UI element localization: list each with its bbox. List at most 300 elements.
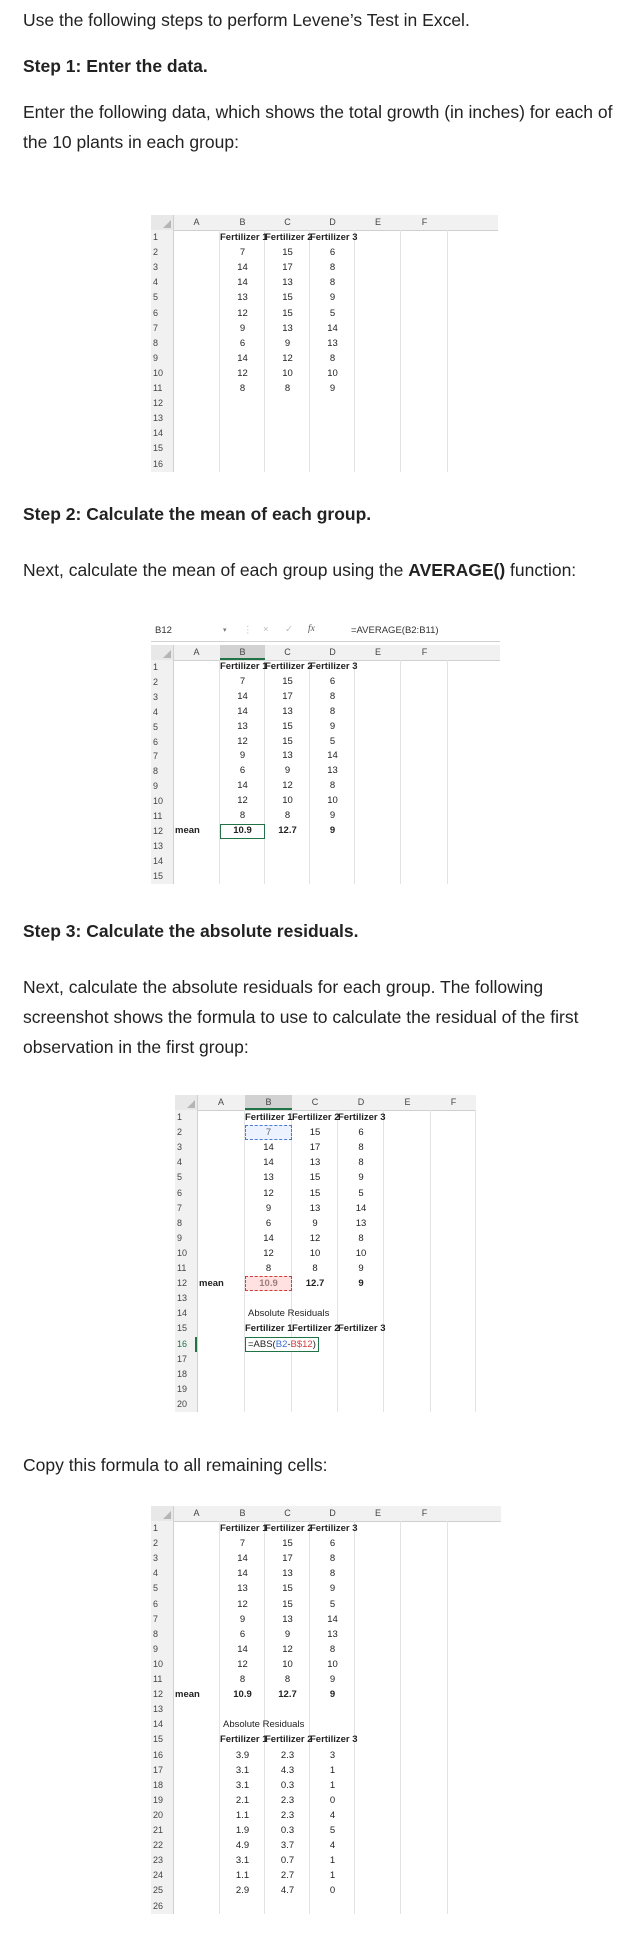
header-cell-fertilizer-1[interactable]: Fertilizer 1 (220, 232, 268, 243)
column-header-d[interactable]: D (329, 647, 336, 657)
mean-cell-2[interactable]: 12.7 (278, 1689, 297, 1701)
row-header-4[interactable]: 4 (153, 1568, 159, 1579)
row-header-10[interactable]: 10 (153, 1658, 164, 1669)
residual-cell[interactable]: 5 (329, 1825, 336, 1836)
residual-cell[interactable]: 3.1 (235, 1764, 250, 1776)
residual-cell[interactable]: 4 (329, 1840, 336, 1852)
data-cell[interactable]: 15 (282, 735, 293, 747)
row-header-9[interactable]: 9 (153, 352, 159, 363)
residual-header-fertilizer-2[interactable]: Fertilizer 2 (292, 1323, 340, 1335)
header-cell-fertilizer-3[interactable]: Fertilizer 3 (310, 232, 358, 243)
data-cell[interactable]: 10 (282, 1658, 293, 1670)
column-header-d[interactable]: D (357, 1097, 365, 1107)
column-header-a[interactable]: A (193, 647, 200, 657)
row-header-19[interactable]: 19 (153, 1794, 164, 1805)
data-cell[interactable]: 7 (239, 247, 246, 259)
row-header-20[interactable]: 20 (153, 1809, 164, 1820)
row-header-10[interactable]: 10 (153, 796, 164, 807)
header-cell-fertilizer-3[interactable]: Fertilizer 3 (310, 1523, 358, 1534)
row-header-9[interactable]: 9 (177, 1232, 183, 1243)
residual-header-fertilizer-2[interactable]: Fertilizer 2 (265, 1734, 313, 1746)
residual-cell[interactable]: 1.1 (235, 1870, 250, 1882)
select-all-corner[interactable] (151, 1506, 174, 1521)
row-header-15[interactable]: 15 (153, 443, 164, 454)
data-cell[interactable]: 8 (284, 1674, 291, 1685)
row-header-15[interactable]: 15 (153, 1734, 164, 1745)
header-cell-fertilizer-1[interactable]: Fertilizer 1 (245, 1112, 293, 1123)
data-cell[interactable]: 8 (239, 383, 246, 394)
data-cell[interactable]: 9 (265, 1202, 272, 1214)
data-cell[interactable]: 6 (239, 1628, 246, 1640)
row-header-11[interactable]: 11 (153, 811, 163, 821)
row-header-1[interactable]: 1 (153, 232, 159, 242)
header-cell-fertilizer-1[interactable]: Fertilizer 1 (220, 661, 268, 672)
row-header-14[interactable]: 14 (153, 855, 164, 866)
formula-edit-cell[interactable] (245, 1337, 319, 1352)
data-cell[interactable]: 9 (358, 1172, 364, 1184)
row-header-7[interactable]: 7 (177, 1202, 183, 1213)
data-cell[interactable]: 9 (239, 750, 246, 762)
data-cell[interactable]: 15 (282, 675, 293, 687)
row-header-14[interactable]: 14 (177, 1308, 188, 1319)
mean-cell-1[interactable]: 10.9 (233, 1689, 252, 1701)
data-cell[interactable]: 13 (282, 750, 293, 762)
data-cell[interactable]: 9 (239, 1613, 246, 1625)
header-cell-fertilizer-2[interactable]: Fertilizer 2 (292, 1112, 340, 1123)
row-header-16[interactable]: 16 (153, 1749, 164, 1760)
row-header-6[interactable]: 6 (153, 736, 159, 747)
column-header-c[interactable]: C (284, 1508, 291, 1518)
header-cell-fertilizer-3[interactable]: Fertilizer 3 (310, 661, 358, 672)
data-cell[interactable]: 8 (239, 810, 246, 821)
mean-cell-2[interactable]: 12.7 (305, 1278, 325, 1290)
row-header-9[interactable]: 9 (153, 781, 159, 792)
residual-cell[interactable]: 3.1 (235, 1779, 250, 1791)
row-header-23[interactable]: 23 (153, 1855, 164, 1866)
row-header-8[interactable]: 8 (153, 1628, 159, 1639)
row-header-18[interactable]: 18 (177, 1368, 188, 1379)
data-cell[interactable]: 14 (263, 1142, 274, 1154)
data-cell[interactable]: 8 (265, 1263, 272, 1274)
header-cell-fertilizer-2[interactable]: Fertilizer 2 (265, 661, 313, 672)
data-cell[interactable]: 9 (329, 1674, 336, 1685)
row-header-6[interactable]: 6 (153, 1598, 159, 1609)
data-cell[interactable]: 14 (237, 1643, 248, 1655)
residual-cell[interactable]: 4 (329, 1809, 336, 1821)
row-header-18[interactable]: 18 (153, 1779, 164, 1790)
data-cell[interactable]: 9 (284, 765, 291, 777)
data-cell[interactable]: 6 (329, 675, 336, 687)
data-cell[interactable]: 8 (329, 690, 336, 702)
data-cell[interactable]: 14 (237, 1568, 248, 1580)
data-cell[interactable]: 14 (237, 352, 248, 364)
residual-cell[interactable]: 0 (329, 1794, 336, 1806)
data-cell[interactable]: 9 (329, 810, 336, 821)
data-cell[interactable]: 17 (282, 262, 293, 274)
row-header-25[interactable]: 25 (153, 1885, 164, 1896)
step1-text: Enter the following data, which shows the total growth (in inches) for each of the 10 plants in each group: (23, 102, 613, 152)
column-header-a[interactable]: A (217, 1097, 224, 1107)
data-cell[interactable]: 12 (237, 1598, 248, 1610)
data-cell[interactable]: 8 (358, 1157, 364, 1169)
row-header-12[interactable]: 12 (153, 825, 164, 836)
residual-cell[interactable]: 1 (329, 1764, 336, 1776)
data-cell[interactable]: 10 (327, 1658, 338, 1670)
data-cell[interactable]: 10 (282, 367, 293, 379)
data-cell[interactable]: 6 (239, 337, 246, 349)
data-cell[interactable]: 9 (329, 1583, 336, 1595)
residual-cell[interactable]: 2.1 (235, 1794, 250, 1806)
data-cell[interactable]: 14 (263, 1232, 274, 1244)
data-cell[interactable]: 13 (309, 1202, 321, 1214)
data-cell[interactable]: 6 (329, 1538, 336, 1550)
row-header-5[interactable]: 5 (153, 1583, 159, 1594)
row-header-15[interactable]: 15 (153, 870, 164, 881)
data-cell[interactable]: 15 (282, 720, 293, 732)
row-header-20[interactable]: 20 (177, 1398, 188, 1409)
column-header-f[interactable]: F (421, 1508, 428, 1518)
data-cell[interactable]: 5 (329, 307, 336, 319)
data-cell[interactable]: 9 (284, 1628, 291, 1640)
data-cell[interactable]: 17 (309, 1142, 321, 1154)
data-cell[interactable]: 13 (355, 1217, 367, 1229)
column-header-c[interactable]: C (284, 647, 291, 657)
row-header-19[interactable]: 19 (177, 1383, 188, 1394)
row-header-8[interactable]: 8 (177, 1217, 183, 1228)
data-cell[interactable]: 9 (329, 383, 336, 394)
data-cell[interactable]: 15 (309, 1172, 321, 1184)
column-header-e[interactable]: E (374, 217, 381, 227)
residual-cell[interactable]: 0 (329, 1885, 336, 1897)
data-cell[interactable]: 14 (263, 1157, 274, 1169)
mean-cell-3[interactable]: 9 (358, 1278, 364, 1290)
data-cell[interactable]: 10 (355, 1247, 367, 1259)
data-cell[interactable]: 15 (282, 247, 293, 259)
data-cell[interactable]: 8 (239, 1674, 246, 1685)
data-cell[interactable]: 8 (284, 810, 291, 821)
data-cell[interactable]: 5 (329, 735, 336, 747)
column-header-e[interactable]: E (404, 1097, 411, 1107)
mean-cell-3[interactable]: 9 (329, 1689, 336, 1701)
residual-cell[interactable]: 2.7 (280, 1870, 295, 1882)
mean-label[interactable]: mean (175, 824, 200, 836)
column-header-b[interactable]: B (220, 645, 265, 660)
residual-cell[interactable]: 4.7 (280, 1885, 295, 1897)
row-header-4[interactable]: 4 (177, 1157, 183, 1168)
row-header-22[interactable]: 22 (153, 1840, 164, 1851)
data-cell[interactable]: 14 (237, 277, 248, 289)
name-box[interactable]: B12 (155, 625, 172, 636)
data-cell[interactable]: 6 (358, 1127, 364, 1139)
select-all-corner[interactable] (151, 645, 174, 660)
row-header-9[interactable]: 9 (153, 1643, 159, 1654)
row-header-1[interactable]: 1 (153, 1523, 159, 1533)
row-header-24[interactable]: 24 (153, 1870, 164, 1881)
data-cell[interactable]: 13 (327, 337, 338, 349)
column-header-a[interactable]: A (193, 217, 200, 227)
data-cell[interactable]: 17 (282, 1553, 293, 1565)
cancel-icon[interactable]: × (263, 624, 269, 635)
row-header-12[interactable]: 12 (153, 1689, 164, 1700)
fx-icon[interactable]: fx (308, 624, 315, 634)
data-cell[interactable]: 12 (263, 1247, 274, 1259)
data-cell[interactable]: 12 (237, 1658, 248, 1670)
data-cell[interactable]: 10 (327, 795, 338, 807)
row-header-7[interactable]: 7 (153, 751, 159, 762)
row-header-13[interactable]: 13 (153, 840, 164, 851)
residual-cell[interactable]: 2.9 (235, 1885, 250, 1897)
data-cell[interactable]: 15 (309, 1187, 321, 1199)
row-header-14[interactable]: 14 (153, 428, 164, 439)
data-cell[interactable]: 15 (282, 307, 293, 319)
residual-header-fertilizer-1[interactable]: Fertilizer 1 (245, 1323, 293, 1335)
mean-cell-3[interactable]: 9 (329, 824, 336, 836)
data-cell[interactable]: 10 (282, 795, 293, 807)
row-header-12[interactable]: 12 (153, 398, 164, 409)
column-header-d[interactable]: D (329, 1508, 336, 1518)
data-cell[interactable]: 8 (358, 1142, 364, 1154)
select-all-corner[interactable] (175, 1095, 198, 1110)
row-header-2[interactable]: 2 (153, 676, 159, 687)
data-cell[interactable]: 6 (329, 247, 336, 259)
column-header-d[interactable]: D (329, 217, 336, 227)
data-cell[interactable]: 8 (312, 1263, 318, 1274)
row-header-6[interactable]: 6 (153, 307, 159, 318)
data-cell[interactable]: 9 (284, 337, 291, 349)
data-cell[interactable]: 6 (265, 1217, 272, 1229)
data-cell[interactable]: 15 (309, 1127, 321, 1139)
residual-cell[interactable]: 1 (329, 1779, 336, 1791)
residual-header-fertilizer-3[interactable]: Fertilizer 3 (338, 1323, 386, 1335)
data-cell[interactable]: 7 (265, 1127, 272, 1139)
data-cell[interactable]: 13 (282, 322, 293, 334)
select-all-corner[interactable] (151, 215, 174, 230)
row-header-5[interactable]: 5 (153, 721, 159, 732)
referenced-cell-b2 (245, 1125, 292, 1140)
residual-cell[interactable]: 0.7 (280, 1855, 295, 1867)
header-cell-fertilizer-3[interactable]: Fertilizer 3 (338, 1112, 386, 1123)
row-header-7[interactable]: 7 (153, 1613, 159, 1624)
row-header-3[interactable]: 3 (153, 1553, 159, 1564)
row-header-17[interactable]: 17 (177, 1353, 188, 1364)
data-cell[interactable]: 15 (282, 292, 293, 304)
row-header-3[interactable]: 3 (153, 691, 159, 702)
row-header-1[interactable]: 1 (153, 662, 159, 672)
column-header-a[interactable]: A (193, 1508, 200, 1518)
residual-cell[interactable]: 2.3 (280, 1749, 295, 1761)
data-cell[interactable]: 8 (329, 780, 336, 792)
residual-cell[interactable]: 4.3 (280, 1764, 295, 1776)
data-cell[interactable]: 5 (329, 1598, 336, 1610)
column-header-f[interactable]: F (421, 647, 428, 657)
data-cell[interactable]: 12 (263, 1187, 274, 1199)
column-header-b[interactable]: B (245, 1095, 292, 1110)
residual-cell[interactable]: 2.3 (280, 1809, 295, 1821)
data-cell[interactable]: 8 (329, 262, 336, 274)
grid-line (475, 1110, 476, 1412)
data-cell[interactable]: 8 (329, 1553, 336, 1565)
enter-icon[interactable]: ✓ (285, 624, 293, 635)
row-header-11[interactable]: 11 (177, 1263, 187, 1273)
grid-line (430, 1110, 431, 1412)
residual-cell[interactable]: 1 (329, 1870, 336, 1882)
row-header-3[interactable]: 3 (153, 262, 159, 273)
residual-cell[interactable]: 4.9 (235, 1840, 250, 1852)
data-cell[interactable]: 8 (329, 352, 336, 364)
data-cell[interactable]: 12 (237, 367, 248, 379)
column-header-c[interactable]: C (284, 217, 291, 227)
data-cell[interactable]: 14 (237, 780, 248, 792)
data-cell[interactable]: 10 (327, 367, 338, 379)
column-header-b[interactable]: B (239, 217, 246, 227)
data-cell[interactable]: 14 (327, 1613, 338, 1625)
data-cell[interactable]: 9 (239, 322, 246, 334)
data-cell[interactable]: 14 (237, 690, 248, 702)
row-header-13[interactable]: 13 (153, 413, 164, 424)
data-cell[interactable]: 13 (282, 705, 293, 717)
row-header-13[interactable]: 13 (177, 1293, 188, 1304)
column-header-e[interactable]: E (374, 647, 381, 657)
data-cell[interactable]: 13 (237, 1583, 248, 1595)
data-cell[interactable]: 13 (327, 1628, 338, 1640)
row-header-5[interactable]: 5 (153, 292, 159, 303)
data-cell[interactable]: 14 (355, 1202, 367, 1214)
mean-label[interactable]: mean (175, 1689, 200, 1701)
row-header-4[interactable]: 4 (153, 277, 159, 288)
mean-label[interactable]: mean (199, 1278, 224, 1290)
row-header-21[interactable]: 21 (153, 1825, 164, 1835)
data-cell[interactable]: 15 (282, 1583, 293, 1595)
data-cell[interactable]: 8 (358, 1232, 364, 1244)
data-cell[interactable]: 6 (239, 765, 246, 777)
data-cell[interactable]: 12 (282, 1643, 293, 1655)
row-header-4[interactable]: 4 (153, 706, 159, 717)
data-cell[interactable]: 14 (237, 1553, 248, 1565)
data-cell[interactable]: 9 (329, 292, 336, 304)
row-header-2[interactable]: 2 (177, 1127, 183, 1138)
row-header-8[interactable]: 8 (153, 766, 159, 777)
residual-cell[interactable]: 3 (329, 1749, 336, 1761)
data-cell[interactable]: 13 (282, 277, 293, 289)
row-header-16[interactable]: 16 (153, 458, 164, 469)
data-cell[interactable]: 8 (329, 705, 336, 717)
row-header-15[interactable]: 15 (177, 1323, 188, 1334)
data-cell[interactable]: 14 (327, 322, 338, 334)
row-header-26[interactable]: 26 (153, 1900, 164, 1911)
data-cell[interactable]: 13 (263, 1172, 274, 1184)
residual-header-fertilizer-1[interactable]: Fertilizer 1 (220, 1734, 268, 1746)
row-header-10[interactable]: 10 (177, 1247, 188, 1258)
residual-cell[interactable]: 3.9 (235, 1749, 250, 1761)
column-header-c[interactable]: C (311, 1097, 319, 1107)
data-cell[interactable]: 12 (237, 795, 248, 807)
data-cell[interactable]: 7 (239, 1538, 246, 1550)
data-cell[interactable]: 12 (282, 780, 293, 792)
mean-cell-2[interactable]: 12.7 (278, 824, 297, 836)
row-header-10[interactable]: 10 (153, 367, 164, 378)
row-header-8[interactable]: 8 (153, 337, 159, 348)
name-box-dropdown-icon[interactable]: ▾ (223, 627, 227, 634)
column-header-e[interactable]: E (374, 1508, 381, 1518)
row-header-2[interactable]: 2 (153, 247, 159, 258)
residual-cell[interactable]: 1 (329, 1855, 336, 1867)
selected-cell-b12[interactable] (220, 824, 265, 839)
data-cell[interactable]: 12 (309, 1232, 321, 1244)
data-cell[interactable]: 13 (282, 1568, 293, 1580)
data-cell[interactable]: 14 (237, 705, 248, 717)
residual-header-fertilizer-3[interactable]: Fertilizer 3 (310, 1734, 358, 1746)
step2-text-pre: Next, calculate the mean of each group using the (23, 560, 409, 580)
data-cell[interactable]: 13 (282, 1613, 293, 1625)
residual-cell[interactable]: 2.3 (280, 1794, 295, 1806)
mean-cell-1[interactable]: 10.9 (233, 824, 252, 836)
residual-cell[interactable]: 1.9 (235, 1825, 250, 1836)
row-header-2[interactable]: 2 (153, 1538, 159, 1549)
data-cell[interactable]: 13 (309, 1157, 321, 1169)
residual-cell[interactable]: 1.1 (235, 1809, 250, 1821)
data-cell[interactable]: 8 (329, 277, 336, 289)
row-header-12[interactable]: 12 (177, 1278, 188, 1289)
row-header-17[interactable]: 17 (153, 1764, 164, 1775)
column-header-f[interactable]: F (421, 217, 428, 227)
data-cell[interactable]: 13 (327, 765, 338, 777)
data-cell[interactable]: 15 (282, 1598, 293, 1610)
data-cell[interactable]: 13 (237, 292, 248, 304)
formula-text[interactable]: =AVERAGE(B2:B11) (351, 625, 439, 636)
data-cell[interactable]: 17 (282, 690, 293, 702)
row-header-7[interactable]: 7 (153, 322, 159, 333)
data-cell[interactable]: 9 (358, 1263, 364, 1274)
row-header-16[interactable]: 16 (177, 1337, 197, 1352)
data-cell[interactable]: 8 (329, 1568, 336, 1580)
data-cell[interactable]: 8 (284, 383, 291, 394)
data-cell[interactable]: 5 (358, 1187, 364, 1199)
row-header-1[interactable]: 1 (177, 1112, 183, 1122)
header-cell-fertilizer-1[interactable]: Fertilizer 1 (220, 1523, 268, 1534)
data-cell[interactable]: 14 (327, 750, 338, 762)
row-header-5[interactable]: 5 (177, 1172, 183, 1183)
column-header-f[interactable]: F (450, 1097, 457, 1107)
step3-copy-text: Copy this formula to all remaining cells: (23, 1455, 328, 1475)
residual-cell[interactable]: 0.3 (280, 1825, 295, 1836)
row-header-11[interactable]: 11 (153, 1674, 163, 1684)
data-cell[interactable]: 10 (309, 1247, 321, 1259)
grid-line (400, 230, 401, 472)
column-header-b[interactable]: B (239, 1508, 246, 1518)
data-cell[interactable]: 15 (282, 1538, 293, 1550)
step2-function-name: AVERAGE() (408, 560, 506, 580)
residual-cell[interactable]: 3.7 (280, 1840, 295, 1852)
data-cell[interactable]: 12 (282, 352, 293, 364)
data-cell[interactable]: 12 (237, 735, 248, 747)
residual-cell[interactable]: 3.1 (235, 1855, 250, 1867)
header-cell-fertilizer-2[interactable]: Fertilizer 2 (265, 1523, 313, 1534)
data-cell[interactable]: 7 (239, 675, 246, 687)
row-header-3[interactable]: 3 (177, 1142, 183, 1153)
data-cell[interactable]: 13 (237, 720, 248, 732)
header-cell-fertilizer-2[interactable]: Fertilizer 2 (265, 232, 313, 243)
data-cell[interactable]: 8 (329, 1643, 336, 1655)
data-cell[interactable]: 9 (312, 1217, 318, 1229)
data-cell[interactable]: 14 (237, 262, 248, 274)
residual-cell[interactable]: 0.3 (280, 1779, 295, 1791)
data-cell[interactable]: 12 (237, 307, 248, 319)
row-header-11[interactable]: 11 (153, 383, 163, 393)
row-header-6[interactable]: 6 (177, 1187, 183, 1198)
row-header-13[interactable]: 13 (153, 1704, 164, 1715)
row-header-14[interactable]: 14 (153, 1719, 164, 1730)
data-cell[interactable]: 9 (329, 720, 336, 732)
